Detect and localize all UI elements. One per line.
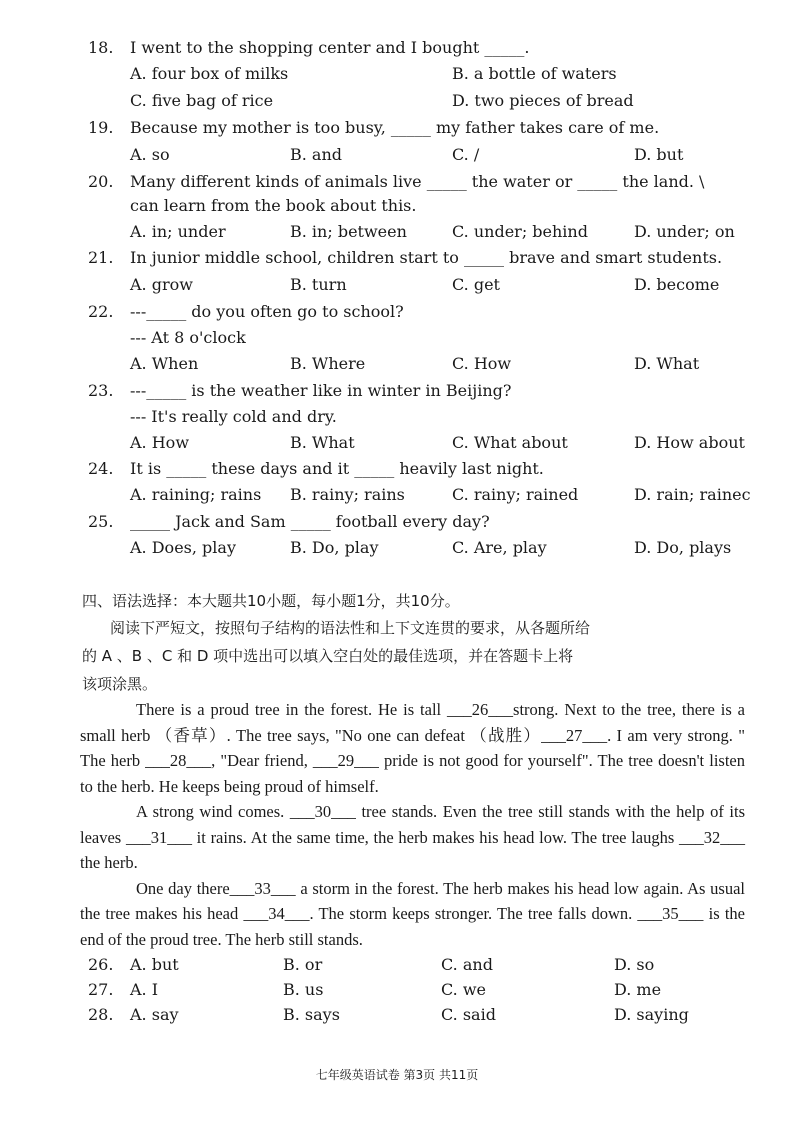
- instruction-line: 的 A 、B 、C 和 D 项中选出可以填入空白处的最佳选项，并在答题卡上将: [82, 647, 574, 665]
- option-b: B. us: [283, 980, 324, 999]
- passage-paragraph: One day there___33___ a storm in the forest. The herb makes his head low again. As usual the tree makes his head ___34___. The storm keeps stronger. The tree falls down. ___35___ is the end of the proud tree. The herb still stands.: [80, 878, 745, 949]
- option-a: A. grow: [130, 275, 193, 294]
- option-c: C. Are, play: [452, 538, 547, 557]
- reading-passage: [80, 697, 745, 952]
- question-number: 20.: [88, 172, 114, 191]
- dialogue-line: --- At 8 o'clock: [130, 328, 246, 347]
- option-d: D. but: [634, 145, 684, 164]
- option-c: C. How: [452, 354, 512, 373]
- section-heading: 四、语法选择：本大题共10小题，每小题1分，共10分。: [82, 592, 460, 610]
- question-text-continued: can learn from the book about this.: [130, 196, 417, 215]
- dialogue-line: --- It's really cold and dry.: [130, 407, 337, 426]
- question-text: ---_____ is the weather like in winter in Beijing?: [130, 381, 512, 400]
- option-b: B. or: [283, 955, 323, 974]
- instruction-line: 该项涂黑。: [82, 675, 158, 693]
- question-number: 22.: [88, 302, 114, 321]
- option-d: D. What: [634, 354, 700, 373]
- option-c: C. five bag of rice: [130, 91, 274, 110]
- instruction-line: 阅读下严短文，按照句子结构的语法性和上下文连贯的要求，从各题所给: [110, 619, 591, 637]
- option-a: A. so: [130, 145, 170, 164]
- option-a: A. I: [130, 980, 159, 999]
- option-a: A. say: [130, 1005, 179, 1024]
- option-c: C. rainy; rained: [452, 485, 579, 504]
- option-c: C. said: [441, 1005, 496, 1024]
- option-c: C. get: [452, 275, 500, 294]
- option-b: B. in; between: [290, 222, 407, 241]
- option-d: D. two pieces of bread: [452, 91, 634, 110]
- option-d: D. Do, plays: [634, 538, 732, 557]
- option-b: B. says: [283, 1005, 340, 1024]
- question-number: 21.: [88, 248, 114, 267]
- option-c: C. we: [441, 980, 487, 999]
- option-b: B. Where: [290, 354, 366, 373]
- option-d: D. rain; rainec: [634, 485, 751, 504]
- option-a: A. but: [130, 955, 179, 974]
- passage-paragraph: A strong wind comes. ___30___ tree stands. Even the tree still stands with the help of its leaves ___31___ it rains. At the same time, the herb makes his head low. The tree laughs ___32___ the herb.: [80, 802, 745, 872]
- option-a: A. Does, play: [130, 538, 236, 557]
- option-b: B. rainy; rains: [290, 485, 405, 504]
- question-number: 28.: [88, 1005, 114, 1024]
- option-c: C. and: [441, 955, 493, 974]
- option-d: D. so: [614, 955, 655, 974]
- option-a: A. When: [130, 354, 199, 373]
- option-c: C. What about: [452, 433, 568, 452]
- option-c: C. under; behind: [452, 222, 588, 241]
- question-number: 25.: [88, 512, 114, 531]
- option-d: D. become: [634, 275, 720, 294]
- option-a: A. four box of milks: [130, 64, 289, 83]
- option-d: D. saying: [614, 1005, 689, 1024]
- option-d: D. me: [614, 980, 662, 999]
- question-number: 19.: [88, 118, 114, 137]
- question-text: _____ Jack and Sam _____ football every day?: [130, 512, 490, 531]
- page-footer: 七年级英语试卷 第3页 共11页: [315, 1068, 479, 1082]
- option-d: D. How about: [634, 433, 745, 452]
- option-b: B. a bottle of waters: [452, 64, 617, 83]
- passage-paragraph: There is a proud tree in the forest. He is tall ___26___strong. Next to the tree, there is a small herb （香草）. The tree says, "No one can defeat （战胜）___27___. I am very strong. " The herb ___28___, "Dear friend, ___29___ pride is not good for yourself". The tree doesn't listen to the herb. He keeps being proud of himself.: [80, 700, 745, 796]
- option-b: B. and: [290, 145, 343, 164]
- question-number: 24.: [88, 459, 114, 478]
- option-b: B. Do, play: [290, 538, 379, 557]
- option-b: B. turn: [290, 275, 347, 294]
- option-a: A. How: [130, 433, 190, 452]
- question-number: 18.: [88, 38, 114, 57]
- option-a: A. in; under: [130, 222, 226, 241]
- question-text: I went to the shopping center and I bought _____.: [130, 38, 530, 57]
- option-c: C. /: [452, 145, 480, 164]
- option-d: D. under; on: [634, 222, 735, 241]
- section-instruction: [82, 614, 742, 698]
- option-a: A. raining; rains: [130, 485, 262, 504]
- question-text: Many different kinds of animals live _____ the water or _____ the land. \: [130, 172, 705, 191]
- question-text: In junior middle school, children start to _____ brave and smart students.: [130, 248, 723, 267]
- question-number: 26.: [88, 955, 114, 974]
- option-b: B. What: [290, 433, 355, 452]
- question-text: ---_____ do you often go to school?: [130, 302, 404, 321]
- question-number: 23.: [88, 381, 114, 400]
- question-number: 27.: [88, 980, 114, 999]
- question-text: Because my mother is too busy, _____ my father takes care of me.: [130, 118, 660, 137]
- question-text: It is _____ these days and it _____ heavily last night.: [130, 459, 544, 478]
